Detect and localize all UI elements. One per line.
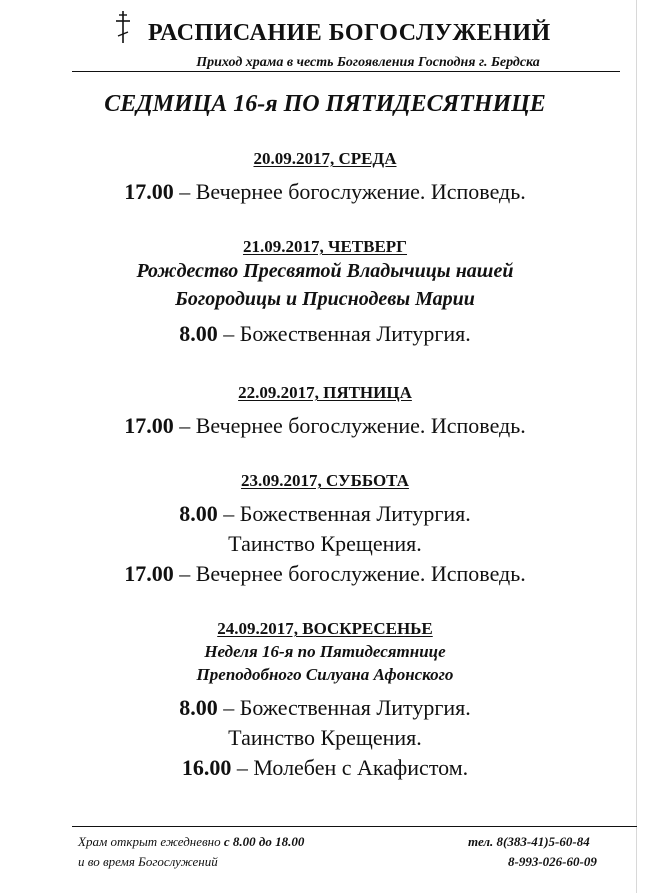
parish-subtitle: Приход храма в честь Богоявления Господня г. Бердска bbox=[196, 55, 540, 70]
service-line bbox=[0, 181, 650, 203]
footer-divider bbox=[72, 826, 637, 827]
day-date: 21.09.2017, ЧЕТВЕРГ bbox=[242, 237, 408, 256]
service-line bbox=[0, 563, 650, 585]
service-time: 8.00 bbox=[179, 501, 218, 526]
service-line bbox=[0, 727, 650, 749]
service-line bbox=[0, 697, 650, 719]
feast-line: Богородицы и Приснодевы Марии bbox=[175, 288, 475, 310]
service-line bbox=[0, 503, 650, 525]
service-text: – Вечернее богослужение. Исповедь. bbox=[173, 413, 526, 438]
service-text: – Молебен с Акафистом. bbox=[231, 755, 469, 780]
day-block bbox=[0, 384, 650, 437]
service-time: 8.00 bbox=[179, 321, 218, 346]
opening-hours-note: и во время Богослужений bbox=[78, 854, 218, 869]
phone-secondary: 8-993-026-60-09 bbox=[508, 854, 597, 869]
service-line bbox=[0, 323, 650, 345]
opening-hours-line bbox=[78, 832, 304, 852]
service-text: – Вечернее богослужение. Исповедь. bbox=[173, 561, 526, 586]
day-date: 22.09.2017, ПЯТНИЦА bbox=[238, 383, 412, 402]
service-text: – Божественная Литургия. bbox=[217, 695, 471, 720]
day-block bbox=[0, 472, 650, 585]
service-text: Таинство Крещения. bbox=[228, 531, 422, 556]
day-date: 23.09.2017, СУББОТА bbox=[241, 471, 409, 490]
service-text: – Божественная Литургия. bbox=[217, 321, 471, 346]
contact-phones bbox=[468, 832, 636, 872]
day-date: 20.09.2017, СРЕДА bbox=[253, 149, 397, 168]
orthodox-cross-icon bbox=[114, 10, 132, 44]
day-block bbox=[0, 238, 650, 345]
service-line bbox=[0, 533, 650, 555]
service-time: 17.00 bbox=[124, 561, 174, 586]
service-text: – Вечернее богослужение. Исповедь. bbox=[173, 179, 526, 204]
page-title: РАСПИСАНИЕ БОГОСЛУЖЕНИЙ bbox=[148, 20, 551, 46]
opening-hours bbox=[78, 832, 304, 872]
feast-line: Преподобного Силуана Афонского bbox=[196, 665, 454, 684]
service-text: – Божественная Литургия. bbox=[217, 501, 471, 526]
service-time: 16.00 bbox=[181, 755, 232, 780]
service-time: 8.00 bbox=[179, 695, 218, 720]
week-title: СЕДМИЦА 16-я ПО ПЯТИДЕСЯТНИЦЕ bbox=[104, 91, 546, 117]
day-block bbox=[0, 620, 650, 779]
opening-hours-value: с 8.00 до 18.00 bbox=[223, 834, 305, 849]
phone-primary: тел. 8(383-41)5-60-84 bbox=[468, 834, 590, 849]
service-time: 17.00 bbox=[124, 413, 174, 438]
opening-hours-prefix: Храм открыт ежедневно bbox=[78, 834, 224, 849]
service-line bbox=[0, 415, 650, 437]
service-time: 17.00 bbox=[124, 179, 174, 204]
day-date: 24.09.2017, ВОСКРЕСЕНЬЕ bbox=[217, 619, 433, 638]
header-divider bbox=[72, 71, 620, 72]
service-line bbox=[0, 757, 650, 779]
feast-line: Рождество Пресвятой Владычицы нашей bbox=[136, 260, 514, 282]
service-text: Таинство Крещения. bbox=[228, 725, 422, 750]
day-block bbox=[0, 150, 650, 203]
feast-line: Неделя 16-я по Пятидесятнице bbox=[204, 642, 446, 661]
